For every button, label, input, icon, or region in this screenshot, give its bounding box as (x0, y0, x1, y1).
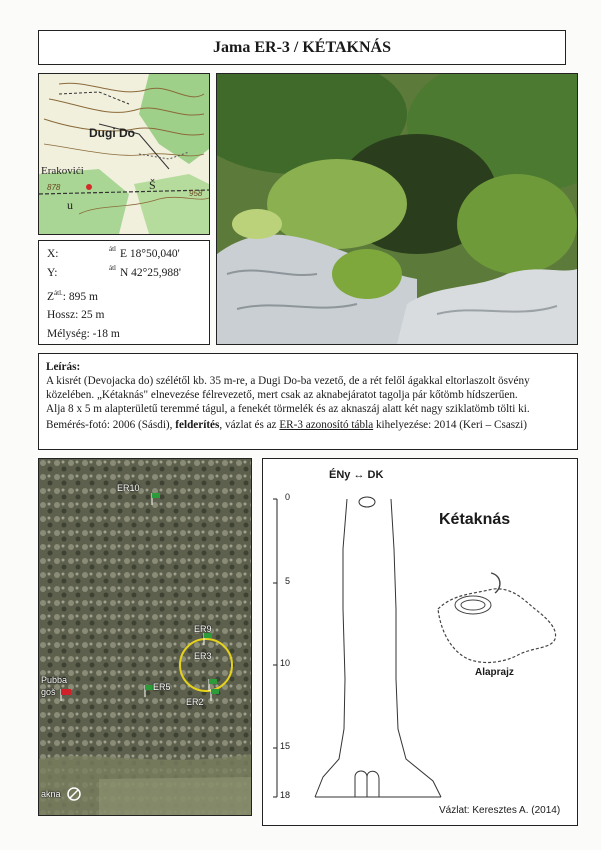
sketch-credit: Vázlat: Keresztes A. (2014) (439, 805, 561, 816)
topo-map-drawing (39, 74, 209, 234)
map-label-erakovici: Erakovići (41, 165, 84, 177)
z-row (47, 289, 98, 303)
placement-credit: kihelyezése: 2014 (Keri – Csaszi) (373, 419, 527, 431)
marker-er2-label: ER2 (186, 697, 204, 707)
marker-er5-label: ER5 (153, 682, 171, 692)
description-paragraph-3 (46, 418, 570, 432)
cave-location-dot (86, 184, 92, 190)
depth-tick-15: 15 (280, 741, 291, 751)
coordinates-panel (38, 240, 210, 345)
x-value: E 18°50,040' (120, 248, 180, 260)
z-prefix: átl. (54, 289, 63, 297)
depth-value: Mélység: -18 m (47, 328, 120, 340)
sketch-credit-text: , vázlat és az (219, 419, 280, 431)
x-prefix: átl (109, 245, 116, 253)
map-label-s: Š (149, 178, 156, 192)
page-title: Jama ER-3 / KÉTAKNÁS (213, 38, 391, 56)
length-value: Hossz: 25 m (47, 309, 105, 321)
x-label: X: (47, 248, 59, 260)
marker-er10-label: ER10 (117, 483, 140, 493)
plan-label: Alaprajz (475, 667, 514, 678)
y-label: Y: (47, 267, 58, 279)
id-plate-text: ER-3 azonosító tábla (279, 419, 374, 431)
cave-sketch-drawing (263, 459, 577, 825)
depth-tick-0: 0 (285, 492, 291, 502)
entrance-photo-drawing (217, 74, 577, 344)
depth-tick-18: 18 (280, 790, 291, 800)
marker-gos-label: goš (41, 687, 56, 697)
depth-tick-10: 10 (280, 658, 291, 668)
map-label-elev-958: 958 (189, 189, 203, 198)
aerial-photo-drawing (39, 459, 251, 815)
depth-tick-5: 5 (285, 576, 291, 586)
y-prefix: átl (109, 264, 116, 272)
cave-name: Kétaknás (439, 511, 511, 528)
survey-credit: Bemérés-fotó: 2006 (Sásdi), (46, 419, 176, 431)
cave-sketch (262, 458, 578, 826)
marker-pubba-label: Pubba (41, 675, 68, 685)
title-box (38, 30, 566, 65)
map-label-elev-878: 878 (47, 183, 61, 192)
entrance-photo (216, 73, 578, 345)
marker-er9-label: ER9 (194, 624, 212, 634)
y-value: N 42°25,988' (120, 267, 181, 279)
description-paragraph-1: A kisrét (Devojacka do) szélétől kb. 35 m-re, a Dugi Do-ba vezető, de a rét felől ágakkal eltorlaszolt ösvény közelében. „Kétaknás" elnevezése félrevezető, mert csak az aknabejáratot tagolja pár kőtömb hídszerűen. (46, 375, 530, 401)
exploration-word: felderítés (175, 419, 220, 431)
map-label-dugi-do: Dugi Do (89, 126, 135, 140)
marker-akna-label: akna (41, 789, 61, 799)
description-paragraph-2: Alja 8 x 5 m alapterületű teremmé tágul, a fenekét törmelék és az aknaszáj alatt két nagy sziklatömb tölti ki. (46, 403, 530, 415)
aerial-photo (38, 458, 252, 816)
description-heading: Leírás: (46, 361, 81, 373)
z-value: : 895 m (62, 290, 98, 303)
marker-er3-label: ER3 (194, 651, 212, 661)
description-panel (38, 353, 578, 450)
orientation-label: ÉNy ↔ DK (329, 469, 384, 481)
z-label: Z (47, 290, 55, 303)
map-label-u: u (67, 198, 73, 212)
topo-map (38, 73, 210, 235)
